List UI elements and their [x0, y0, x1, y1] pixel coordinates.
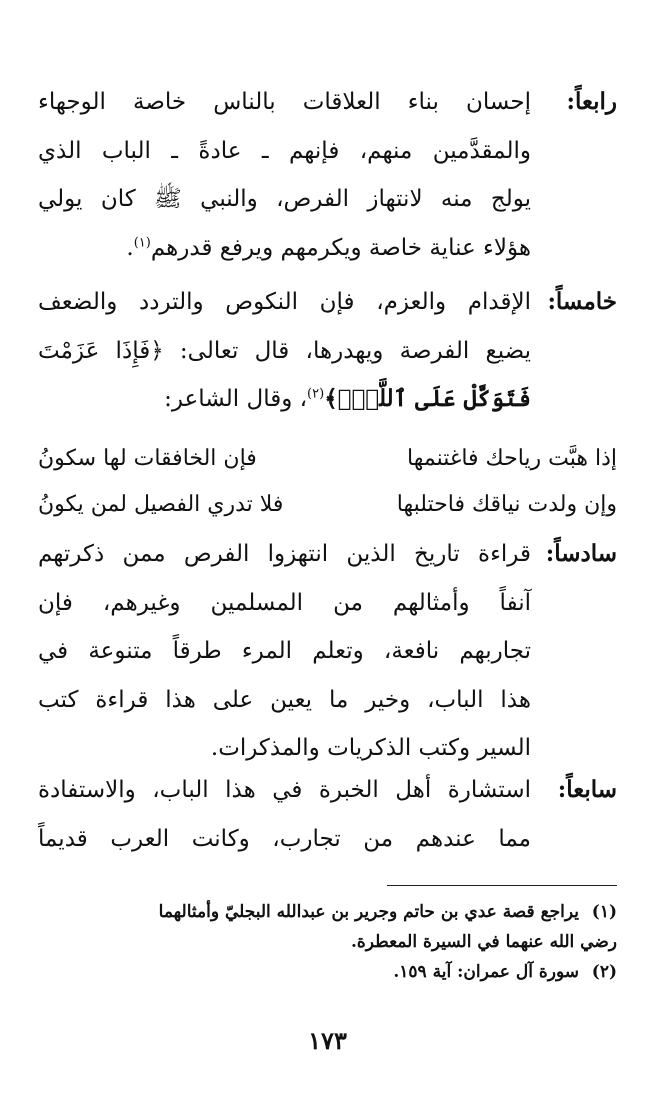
footnote-text: يراجع قصة عدي بن حاتم وجرير بن عبدالله البجليّ وأمثالهما [158, 902, 579, 922]
point-text [38, 278, 531, 424]
page-number: ١٧٣ [308, 1026, 347, 1055]
text-line: تجاربهم نافعة، وتعلم المرء طرقاً متنوعة في [38, 638, 531, 664]
footnote-continuation [38, 927, 617, 957]
point-label: سابعاً: [557, 776, 617, 803]
text-line: هذا الباب، وخير ما يعين على هذا قراءة كتب [38, 686, 531, 713]
point-text [38, 78, 531, 272]
line-end: ، وقال الشاعر: [164, 386, 308, 412]
verse-first-half: وإن ولدت نياقك فاحتلبها [396, 492, 617, 517]
text-line: آنفاً وأمثالهم من المسلمين وغيرهم، فإن [38, 589, 531, 616]
footnote-text: سورة آل عمران: آية ١٥٩. [393, 962, 579, 982]
point-four [38, 78, 617, 272]
text-line [38, 375, 531, 424]
text-line: مما عندهم من تجارب، وكانت العرب قديماً [38, 825, 531, 852]
footnote-separator [387, 885, 617, 886]
point-label: رابعاً: [566, 88, 617, 115]
text-line: السير وكتب الذكريات والمذكرات. [210, 735, 531, 761]
verse-first-half: إذا هبَّت رياحك فاغتنمها [407, 446, 617, 471]
footnote-number: (١) [591, 902, 617, 922]
point-six [38, 530, 617, 773]
point-text [38, 530, 531, 773]
footnotes [38, 897, 617, 987]
text-line: يولج منه لانتهاز الفرص، والنبي ﷺ كان يولي [38, 186, 531, 212]
point-five [38, 278, 617, 424]
text-line: الإقدام والعزم، فإن النكوص والتردد والضعف [38, 289, 531, 315]
text-line: إحسان بناء العلاقات بالناس خاصة الوجهاء [38, 89, 531, 115]
text-line: والمقدَّمين منهم، فإنهم ـ عادةً ـ الباب الذي [38, 137, 531, 164]
footnote-text: رضي الله عنهما في السيرة المعطرة. [350, 932, 617, 952]
text-line: قراءة تاريخ الذين انتهزوا الفرص ممن ذكرتهم [38, 541, 531, 567]
text-line [38, 224, 531, 273]
point-label: خامساً: [547, 288, 617, 315]
text-line: استشارة أهل الخبرة في هذا الباب، والاستفادة [38, 777, 531, 803]
verse-second-half: فإن الخافقات لها سكونُ [38, 446, 257, 471]
point-seven [38, 766, 617, 863]
footnote-number: (٢) [591, 962, 617, 982]
footnote [38, 897, 617, 927]
point-label: سادساً: [545, 540, 617, 567]
verse-second-half: فلا تدري الفصيل لمن يكونُ [38, 492, 284, 517]
poem-verse [38, 436, 617, 482]
footnote [38, 957, 617, 987]
footnote-ref[interactable]: (١) [133, 234, 151, 250]
text-line: يضيع الفرصة ويهدرها، قال تعالى: ﴿فَإِذَا عَزَمْتَ [38, 337, 531, 364]
point-text [38, 766, 531, 863]
poem [38, 436, 617, 528]
line-end: . [126, 234, 134, 261]
quran-verse: فَتَوَكَّلْ عَلَى ٱللَّهِۚ﴾ [324, 385, 531, 412]
footnote-ref[interactable]: (٢) [307, 386, 325, 402]
poem-verse [38, 482, 617, 528]
text-line-content: هؤلاء عناية خاصة ويكرمهم ويرفع قدرهم [150, 234, 531, 261]
